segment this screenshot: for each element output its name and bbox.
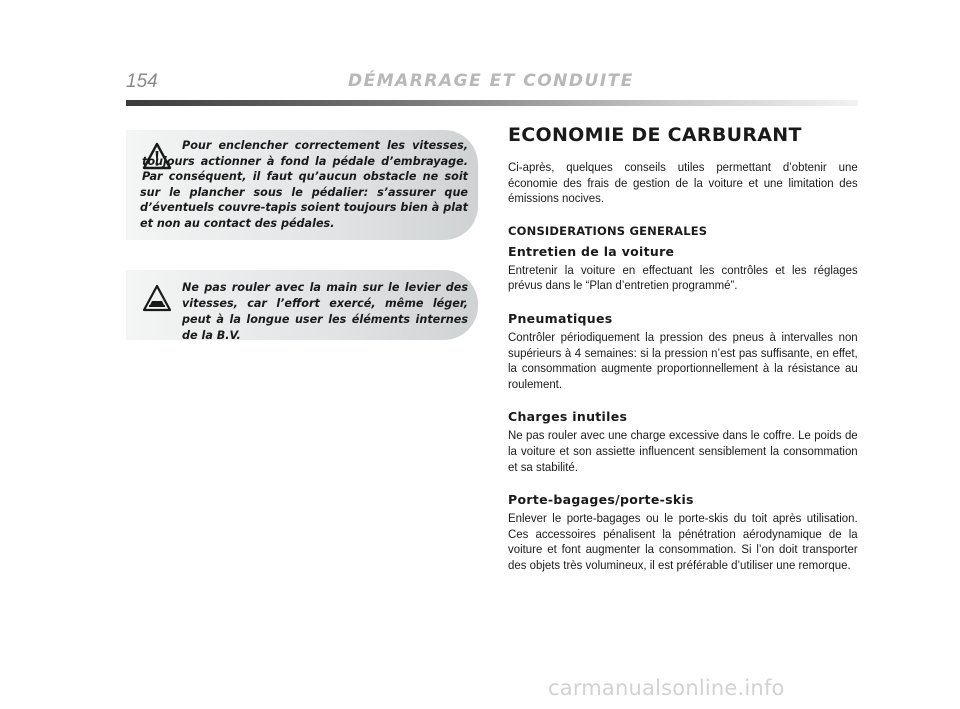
item-text-entretien: Entretenir la voiture en effectuant les contrôles et les réglages prévus dans le “Plan d’entretien programmé”. (508, 262, 858, 293)
running-title: DÉMARRAGE ET CONDUITE (348, 71, 634, 91)
caution-car-icon (142, 284, 172, 312)
item-heading-entretien: Entretien de la voiture (508, 243, 675, 259)
caution-note (126, 270, 478, 340)
item-text-pneumatiques: Contrôler périodiquement la pression des pneus à intervalles non supérieurs à 4 semaines: si la pression n’est pas suffisante, en effet, la consommation augmente proportionnellement à la résistance au roulement. (508, 329, 858, 391)
item-heading-pneumatiques: Pneumatiques (508, 310, 613, 326)
watermark: carmanualsonline.info (548, 676, 785, 700)
warning-note (126, 130, 478, 240)
item-heading-porte-bagages: Porte-bagages/porte-skis (508, 492, 694, 508)
warning-note-text: Pour enclencher correctement les vitesses, toujours actionner à fond la pédale d’embrayage. Par conséquent, il faut qu’aucun obstacle ne soit sur le plancher sous le pédalier: s’assurer que d’éventuels couvre-tapis soient toujours bien à plat et non au contact des pédales. (140, 139, 468, 230)
intro-paragraph: Ci-après, quelques conseils utiles permettant d’obtenir une économie des frais de gestion de la voiture et une limitation des émissions nocives. (508, 160, 858, 206)
item-text-charges: Ne pas rouler avec une charge excessive dans le coffre. Le poids de la voiture et son assiette influencent sensiblement la consommation et sa stabilité. (508, 428, 858, 474)
item-text-porte-bagages: Enlever le porte-bagages ou le porte-skis du toit après utilisation. Ces accessoires pénalisent la pénétration aérodynamique de la voiture et font augmenter la consommation. Si l’on doit transporter des objets très volumineux, il est préférable d’utiliser une remorque. (508, 511, 858, 572)
page-number: 154 (126, 71, 158, 92)
header-rule (126, 100, 858, 106)
item-heading-charges: Charges inutiles (508, 409, 628, 425)
section-title: ECONOMIE DE CARBURANT (508, 124, 802, 146)
caution-note-text: Ne pas rouler avec la main sur le levier des vitesses, car l’effort exercé, même léger, peut à la longue user les éléments internes de la B.V. (182, 281, 468, 342)
sub-heading: CONSIDERATIONS GENERALES (508, 223, 708, 238)
main-column (508, 124, 858, 591)
